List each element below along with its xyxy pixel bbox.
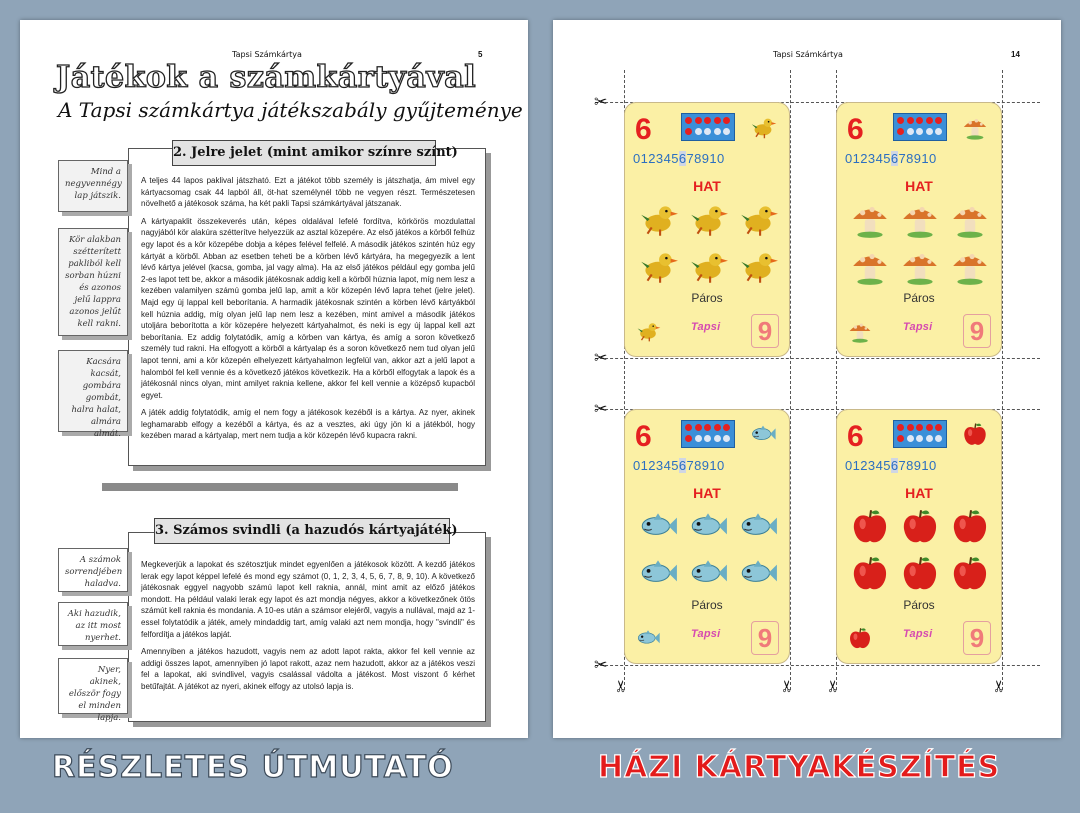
sequence-number: 4 [875, 458, 884, 473]
fish-icon [635, 625, 661, 656]
apple-icon [849, 552, 891, 599]
sequence-number: 10 [709, 458, 725, 473]
mushroom-icon [849, 245, 891, 292]
card-word: HAT [693, 178, 721, 194]
card-word: HAT [905, 178, 933, 194]
fish-icon [637, 505, 679, 552]
section-3-title: 3. Számos svindli (a hazudós kártyajáték) [154, 518, 450, 544]
scissors-icon: ✂ [613, 679, 631, 693]
brand-logo: Tapsi [691, 321, 721, 333]
ten-frame [893, 420, 947, 448]
sequence-number: 2 [648, 151, 656, 166]
symbol-grid [845, 198, 995, 288]
dot [695, 128, 702, 135]
symbol-grid [845, 505, 995, 595]
dot [704, 435, 711, 442]
sequence-number: 2 [860, 151, 868, 166]
left-page [20, 20, 528, 738]
sequence-number: 7 [898, 151, 907, 166]
number-sequence [633, 458, 725, 473]
cut-guide [595, 358, 1040, 359]
sequence-number: 9 [701, 458, 710, 473]
page-number: 5 [478, 50, 483, 59]
corner-number: 9 [963, 314, 991, 348]
sequence-number: 4 [875, 151, 884, 166]
dot [897, 117, 904, 124]
cut-guide [595, 665, 1040, 666]
sequence-number: 0 [845, 458, 853, 473]
sequence-number: 0 [633, 458, 641, 473]
section-2-title: 2. Jelre jelet (mint amikor színre színt) [172, 140, 436, 166]
section-3-body [141, 559, 475, 699]
sequence-number: 3 [655, 151, 664, 166]
corner-number: 9 [963, 621, 991, 655]
brand-logo: Tapsi [691, 628, 721, 640]
number-card [836, 409, 1002, 664]
cut-guide [1002, 70, 1003, 690]
section-3-paragraph: Amennyiben a játékos hazudott, vagyis nem az adott lapot rakta, akkor fel kell vennie az addigi összes lapot, amennyiben jó lapot rakott, azaz nem hazudott, akkor az a játékos veszi fel a lapokat, aki svindlivel, vagyis csalással vádolta a játékost. Most viszont ő kérhet betűfajtát. A játékot az nyeri, akinek elfogy az utolsó lapja is. [141, 647, 475, 691]
apple-icon [961, 420, 989, 453]
mushroom-icon [847, 318, 873, 349]
dot [926, 435, 933, 442]
section-3-paragraph: Megkeverjük a lapokat és szétosztjuk mindet egyenlően a játékosok között. A kezdő játékos lerak egy lapot képpel lefelé és mond egy számot (0, 1, 2, 3, 4, 5, 6, 7, 8, 9, 10). A következő játékosnak eggyel nagyobb számú lapot kell raknia, annál, mint amit az előző játékos mondott. Ha például valaki lerak egy lapot és azt mondja négyes, akkor a következőnek ötös számút kell raknia és mondania. A 10-es után a számsor elejéről, vagyis a nullával, majd az 1-essel folytatódik a játék, amely mindaddig tart, amíg valaki azt nem mondja, hogy "svindli" és felfordítja a játékos lapját. [141, 560, 475, 639]
dot [704, 424, 711, 431]
symbol-grid [633, 505, 783, 595]
dot [897, 424, 904, 431]
sequence-number: 8 [694, 458, 702, 473]
dot [723, 424, 730, 431]
dot [935, 424, 942, 431]
scissors-icon: ✂ [825, 679, 843, 693]
mushroom-icon [899, 245, 941, 292]
dot [685, 117, 692, 124]
number-card [624, 102, 790, 357]
fish-icon [749, 420, 777, 453]
number-sequence [633, 151, 725, 166]
sequence-number: 8 [694, 151, 702, 166]
scissors-icon: ✂ [594, 350, 608, 367]
scissors-icon: ✂ [594, 657, 608, 674]
sequence-number: 1 [852, 458, 861, 473]
sequence-number: 9 [913, 151, 922, 166]
page-number: 14 [1011, 50, 1020, 59]
sequence-number: 1 [640, 458, 649, 473]
side-note: Mind a negyvennégy lap játszik. [58, 160, 128, 212]
sequence-number: 5 [883, 458, 891, 473]
duck-icon [687, 198, 729, 245]
card-word: HAT [905, 485, 933, 501]
brand-logo: Tapsi [903, 628, 933, 640]
sequence-number: 10 [921, 458, 937, 473]
scissors-icon: ✂ [779, 679, 797, 693]
dot [714, 424, 721, 431]
card-parity: Páros [903, 598, 935, 612]
caption-left: RÉSZLETES ÚTMUTATÓ [52, 750, 454, 785]
fish-icon [737, 552, 779, 599]
dot [907, 424, 914, 431]
dot [907, 435, 914, 442]
ten-frame [681, 420, 735, 448]
card-parity: Páros [691, 598, 723, 612]
card-number: 6 [635, 113, 652, 146]
scissors-icon: ✂ [991, 679, 1009, 693]
dot [916, 424, 923, 431]
number-sequence [845, 458, 937, 473]
duck-icon [687, 245, 729, 292]
dot [704, 117, 711, 124]
running-header: Tapsi Számkártya [232, 50, 302, 59]
dot [714, 435, 721, 442]
sequence-number: 3 [867, 458, 876, 473]
sequence-number: 8 [906, 151, 914, 166]
dot [714, 128, 721, 135]
section-2-paragraph: A teljes 44 lapos paklival játszható. Ezt a játékot több személy is játszhatja, ám mivel egy kártyacsomag csak 44 lapból áll, öt-hat személynél több ne vegyen részt. Természetesen növelhető a játékosok száma, ha két pakli Tapsi számkártyával játszanak. [141, 176, 475, 209]
side-note: A számok sorrendjében haladva. [58, 548, 128, 592]
sequence-number: 5 [883, 151, 891, 166]
ten-frame [893, 113, 947, 141]
dot [935, 117, 942, 124]
dot [897, 128, 904, 135]
dot [926, 424, 933, 431]
sequence-number: 5 [671, 458, 679, 473]
duck-icon [737, 245, 779, 292]
sequence-number: 0 [845, 151, 853, 166]
fish-icon [637, 552, 679, 599]
sequence-number: 10 [921, 151, 937, 166]
side-note: Kör alakban szétterített pakliból kell sorban húzni és azonos jelű lappra azonos jelűt kell rakni. [58, 228, 128, 336]
dot [916, 117, 923, 124]
sequence-number: 4 [663, 458, 672, 473]
sequence-number: 9 [913, 458, 922, 473]
apple-icon [949, 552, 991, 599]
card-parity: Páros [903, 291, 935, 305]
sequence-number: 3 [655, 458, 664, 473]
duck-icon [635, 318, 661, 349]
duck-icon [637, 198, 679, 245]
ten-frame [681, 113, 735, 141]
card-word: HAT [693, 485, 721, 501]
divider [102, 483, 458, 491]
sequence-number: 5 [671, 151, 679, 166]
highlighted-number: 6 [678, 458, 687, 473]
sequence-number: 2 [648, 458, 656, 473]
fish-icon [737, 505, 779, 552]
brand-logo: Tapsi [903, 321, 933, 333]
dot [685, 435, 692, 442]
running-header: Tapsi Számkártya [773, 50, 843, 59]
fish-icon [687, 505, 729, 552]
sequence-number: 1 [852, 151, 861, 166]
symbol-grid [633, 198, 783, 288]
duck-icon [749, 113, 777, 146]
dot [926, 128, 933, 135]
sequence-number: 7 [686, 458, 695, 473]
card-number: 6 [635, 420, 652, 453]
dot [935, 435, 942, 442]
sequence-number: 1 [640, 151, 649, 166]
sequence-number: 8 [906, 458, 914, 473]
side-note: Kacsára kacsát, gombára gombát, halra halat, almára almát. [58, 350, 128, 432]
card-number: 6 [847, 420, 864, 453]
mushroom-icon [849, 198, 891, 245]
side-note: Aki hazudik, az itt most nyerhet. [58, 602, 128, 646]
dot [695, 424, 702, 431]
dot [695, 117, 702, 124]
page-title: Játékok a számkártyával [56, 60, 477, 95]
card-number: 6 [847, 113, 864, 146]
number-card [624, 409, 790, 664]
highlighted-number: 6 [890, 151, 899, 166]
cut-guide [790, 70, 791, 690]
section-3-box [128, 532, 486, 722]
dot [685, 424, 692, 431]
sequence-number: 7 [686, 151, 695, 166]
dot [916, 128, 923, 135]
section-2-box [128, 148, 486, 466]
apple-icon [949, 505, 991, 552]
corner-number: 9 [751, 314, 779, 348]
sequence-number: 4 [663, 151, 672, 166]
fish-icon [687, 552, 729, 599]
dot [897, 435, 904, 442]
sequence-number: 0 [633, 151, 641, 166]
sequence-number: 10 [709, 151, 725, 166]
corner-number: 9 [751, 621, 779, 655]
apple-icon [899, 505, 941, 552]
caption-right: HÁZI KÁRTYAKÉSZÍTÉS [598, 750, 1001, 785]
mushroom-icon [899, 198, 941, 245]
scissors-icon: ✂ [594, 94, 608, 111]
dot [907, 128, 914, 135]
sequence-number: 9 [701, 151, 710, 166]
duck-icon [637, 245, 679, 292]
section-2-paragraph: A játék addig folytatódik, amíg el nem fogy a játékosok kezéből is a kártya. Az nyer, akinek leghamarabb elfogy a kezéből a kártya, és az a vesztes, aki úgy jön ki a játékból, hogy kezében marad a kártyalap, mert nem tudja a kör közepén lévő kupacra rakni. [141, 408, 475, 441]
number-sequence [845, 151, 937, 166]
dot [723, 128, 730, 135]
sequence-number: 2 [860, 458, 868, 473]
section-2-body [141, 175, 475, 448]
highlighted-number: 6 [678, 151, 687, 166]
highlighted-number: 6 [890, 458, 899, 473]
scissors-icon: ✂ [594, 401, 608, 418]
mushroom-icon [949, 245, 991, 292]
dot [704, 128, 711, 135]
mushroom-icon [949, 198, 991, 245]
dot [723, 435, 730, 442]
dot [926, 117, 933, 124]
dot [907, 117, 914, 124]
dot [723, 117, 730, 124]
dot [685, 128, 692, 135]
dot [695, 435, 702, 442]
apple-icon [847, 625, 873, 656]
side-note: Nyer, akinek, először fogy el minden lapja. [58, 658, 128, 714]
duck-icon [737, 198, 779, 245]
dot [916, 435, 923, 442]
dot [714, 117, 721, 124]
page-subtitle: A Tapsi számkártya játékszabály gyűjteménye [58, 98, 523, 122]
mushroom-icon [961, 113, 989, 146]
card-parity: Páros [691, 291, 723, 305]
dot [935, 128, 942, 135]
apple-icon [899, 552, 941, 599]
section-2-paragraph: A kártyapaklit összekeverés után, képes oldalával lefelé fordítva, körkörös mozdulattal nagyjából kör alakúra szétterítve helyezzük az asztal közepére. Az első játékos a körből felhúz egy lapot és a kör közepébe dobja a képes felével felfelé. A második játékos szintén húz egy kártyát a körből. Abban az esetben teheti be a körben lévő kártyára, ha megegyezik a lent lévő kártya jelével (kacsa, gomba, jal vagy alma). Ha az első játékos például egy gomba jelű 2-es lapot tett be, akkor a második játékosnak addig kell a körből húznia lapot, míg nem lesz a kezében valamilyen számú gomba jelű lap, amit a kör közepén lévő lapra tehet (jelre jelet). Majd egy új lappal kell beborítania. A harmadik játékosnak szintén a körben lévő kártyákból kell húznia addig, míg olyan jelű lap nem lesz a kezében, mint amivel a második játékos utoljára beborította a kör közepére helyezett kártyahalmot, és neki is egy új lappal kell azt beborítania. Ez addig folytatódik, amíg a körben van kártya, és amíg a soron következő személy tud rakni. Ha elfogyott a körből a kártyalap és a soron következő nem tud olyan jelű lapot tenni, ami a kör közepén elhelyezett kártyahalmon legfelül van, akkor azt a jelű lapot a halomból fel kell vennie és a következő játékos következik. Ha a körből elfogytak a lapok és a játékosnál nincs olyan, mint amilyet raknia kellene, akkor fel kell vennie a középső kupacból egyet. [141, 216, 475, 400]
number-card [836, 102, 1002, 357]
sequence-number: 3 [867, 151, 876, 166]
sequence-number: 7 [898, 458, 907, 473]
apple-icon [849, 505, 891, 552]
